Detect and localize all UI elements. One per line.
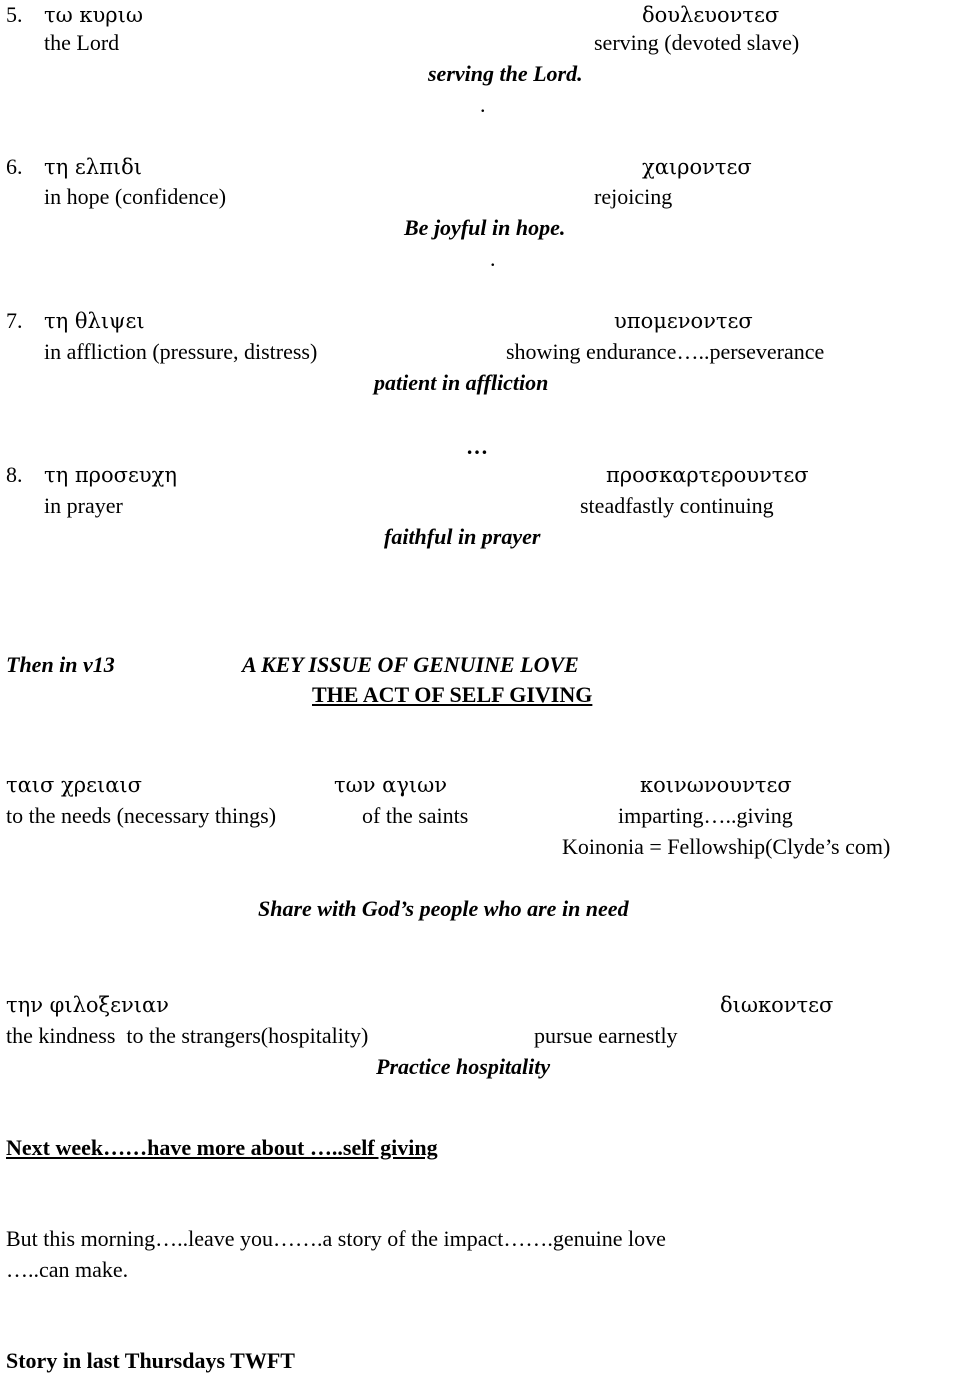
verse-5-english-right: serving (devoted slave) xyxy=(594,30,800,55)
verse-6-number: 6. xyxy=(6,154,23,179)
closing-paragraph-line-2: …..can make. xyxy=(6,1257,129,1282)
verse-7-summary: patient in affliction xyxy=(374,370,549,395)
verse-7-english-left: in affliction (pressure, distress) xyxy=(44,339,318,364)
verse-8-summary: faithful in prayer xyxy=(384,524,541,549)
verse-5-summary: serving the Lord. xyxy=(428,61,583,86)
saints-english-needs: to the needs (necessary things) xyxy=(6,803,277,828)
verse-7-english-right: showing endurance…..perseverance xyxy=(506,339,825,364)
verse-5-dot: . xyxy=(480,92,486,117)
verse-5-number: 5. xyxy=(6,2,23,27)
verse-7-number: 7. xyxy=(6,308,23,333)
v13-subheading: THE ACT OF SELF GIVING xyxy=(312,682,593,707)
verse-7-greek-left: τη θλιψει xyxy=(44,309,145,333)
v13-label: Then in v13 xyxy=(6,652,115,677)
verse-7-greek-right: υπομενοντεσ xyxy=(614,309,753,333)
verse-5-greek-left: τω κυριω xyxy=(44,3,144,27)
saints-greek-saints: των αγιων xyxy=(334,773,448,797)
verse-6-english-left: in hope (confidence) xyxy=(44,184,227,209)
verse-8-greek-right: προσκαρτερουντεσ xyxy=(606,463,809,487)
verse-6-summary: Be joyful in hope. xyxy=(404,215,566,240)
saints-summary: Share with God’s people who are in need xyxy=(258,896,629,921)
verse-8-english-right: steadfastly continuing xyxy=(580,493,774,518)
saints-koinonia-note: Koinonia = Fellowship(Clyde’s com) xyxy=(562,834,891,859)
verse-5-english-left: the Lord xyxy=(44,30,120,55)
closing-paragraph-line-1: But this morning…..leave you…….a story of the impact…….genuine love xyxy=(6,1226,666,1251)
saints-english-imparting: imparting…..giving xyxy=(618,803,793,828)
saints-greek-needs: ταισ χρειαισ xyxy=(6,773,142,797)
hospitality-english-right: pursue earnestly xyxy=(534,1023,678,1048)
hospitality-greek-right: διωκοντεσ xyxy=(720,993,834,1017)
v13-heading: A KEY ISSUE OF GENUINE LOVE xyxy=(242,652,579,677)
verse-6-english-right: rejoicing xyxy=(594,184,673,209)
verse-6-greek-right: χαιροντεσ xyxy=(642,155,752,179)
story-reference: Story in last Thursdays TWFT xyxy=(6,1348,295,1373)
verse-5-greek-right: δουλευοντεσ xyxy=(642,3,780,27)
hospitality-greek-left: την φιλοξενιαν xyxy=(6,993,169,1017)
hospitality-english-left: the kindness to the strangers(hospitality) xyxy=(6,1023,369,1048)
verse-6-dot: . xyxy=(490,246,496,271)
saints-english-saints: of the saints xyxy=(362,803,469,828)
verse-8-greek-left: τη προσευχη xyxy=(44,463,177,487)
saints-greek-imparting: κοινωνουντεσ xyxy=(640,773,792,797)
next-week-note: Next week……have more about …..self giving xyxy=(6,1135,438,1160)
verse-8-english-left: in prayer xyxy=(44,493,123,518)
verse-8-number: 8. xyxy=(6,462,23,487)
hospitality-summary: Practice hospitality xyxy=(376,1054,551,1079)
verse-6-greek-left: τη ελπιδι xyxy=(44,155,142,179)
verse-7-ellipsis: … xyxy=(466,434,488,459)
